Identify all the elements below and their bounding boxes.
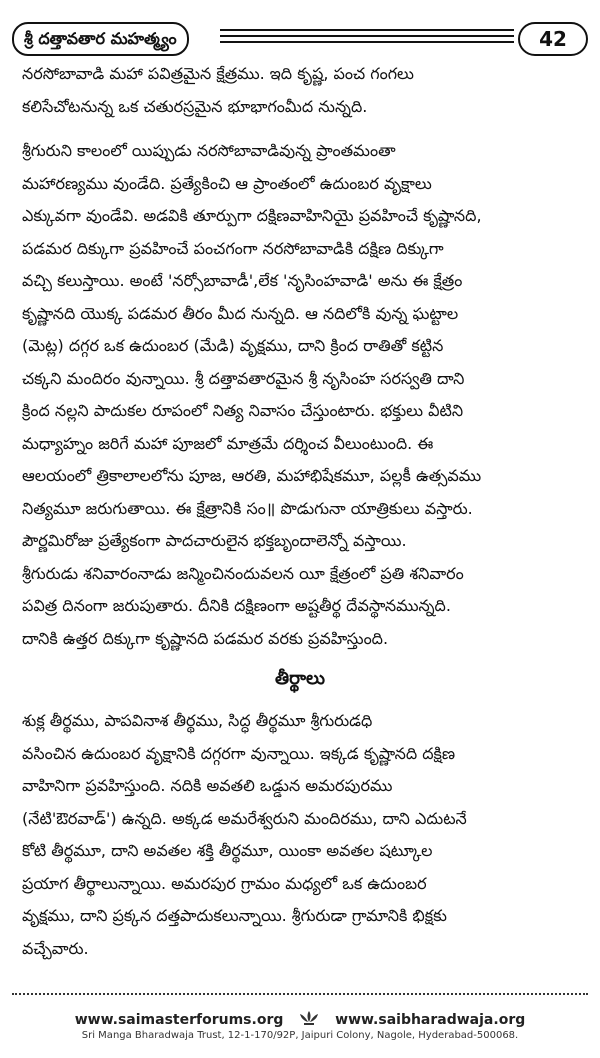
text-line: కోటి తీర్థమూ, దాని అవతల శక్తి తీర్థమూ, యింకా అవతల షట్కూల xyxy=(22,841,433,860)
text-line: వసించిన ఉదుంబర వృక్షానికి దగ్గరగా వున్నాయి. ఇక్కడ కృష్ణానది దక్షిణ xyxy=(22,743,456,763)
text-line: ఆలయంలో త్రికాలాలలోను పూజ, ఆరతి, మహాభిషేకమూ, పల్లకీ ఉత్సవము xyxy=(22,466,482,485)
text-line: పౌర్ణమిరోజు ప్రత్యేకంగా పాదచారులైన భక్తబృందాలెన్నో వస్తాయి. xyxy=(22,531,407,550)
header-rule xyxy=(220,29,514,49)
footer-site-right[interactable]: www.saibharadwaja.org xyxy=(335,1012,526,1028)
text-line: (నేటి'ఔరవాడ్') ఉన్నది. అక్కడ అమరేశ్వరుని మందిరము, దాని ఎదుటనే xyxy=(22,808,467,828)
text-line: వృక్షము, దాని ప్రక్కన దత్తపాదుకలున్నాయి. శ్రీగురుడా గ్రామానికి భిక్షకు xyxy=(22,906,447,925)
book-title: శ్రీ దత్తావతార మహత్మ్యం xyxy=(12,22,189,56)
lotus-icon xyxy=(298,1010,320,1026)
text-line: వాహినిగా ప్రవహిస్తుంది. నదికి అవతలి ఒడ్డున అమరపురము xyxy=(22,776,393,795)
section-heading: తీర్థాలు xyxy=(275,668,325,689)
text-line: మధ్యాహ్నం జరిగే మహా పూజలో మాత్రమే దర్శించ వీలుంటుంది. ఈ xyxy=(22,433,434,453)
text-line: ప్రయాగ తీర్థాలున్నాయి. అమరపుర గ్రామం మధ్యలో ఒక ఉదుంబర xyxy=(22,873,427,893)
text-line: శ్రీగురుని కాలంలో యిప్పుడు నరసోబావాడివున్న ప్రాంతమంతా xyxy=(22,141,396,160)
page-body xyxy=(22,58,578,965)
text-line: శుక్ల తీర్థము, పాపవినాశ తీర్థము, సిద్ధ తీర్థమూ శ్రీగురుడధి xyxy=(22,711,373,730)
footer-address: Sri Manga Bharadwaja Trust, 12-1-170/92P, Jaipuri Colony, Nagole, Hyderabad-500068. xyxy=(81,1030,519,1041)
paragraph-1 xyxy=(22,58,578,123)
page-header xyxy=(12,22,588,56)
text-line: క్రింద నల్లని పాదుకల రూపంలో నిత్య నివాసం చేస్తుంటారు. భక్తులు వీటిని xyxy=(22,401,464,420)
footer-websites xyxy=(0,1010,600,1029)
page-footer xyxy=(0,1010,600,1043)
text-line: వచ్చి కలుస్తాయి. అంటే 'నర్సోబావాడీ',లేక 'నృసింహవాడి' అను ఈ క్షేత్రం xyxy=(22,271,463,290)
text-line: శ్రీగురుడు శనివారంనాడు జన్మించినందువలన యీ క్షేత్రంలో ప్రతి శనివారం xyxy=(22,563,464,583)
paragraph-2 xyxy=(22,135,578,655)
text-line: పడమర దిక్కుగా ప్రవహించే పంచగంగా నరసోబావాడికి దక్షిణ దిక్కుగా xyxy=(22,238,444,258)
footer-site-left[interactable]: www.saimasterforums.org xyxy=(74,1012,284,1028)
text-line: పవిత్ర దినంగా జరుపుతారు. దీనికి దక్షిణంగా అష్టతీర్థ దేవస్థానమున్నది. xyxy=(22,596,451,615)
paragraph-3 xyxy=(22,705,578,965)
text-line: నరసోబావాడి మహా పవిత్రమైన క్షేత్రము. ఇది కృష్ణ, పంచ గంగలు xyxy=(22,64,414,83)
text-line: దానికి ఉత్తర దిక్కుగా కృష్ణానది పడమర వరకు ప్రవహిస్తుంది. xyxy=(22,628,389,648)
text-line: వచ్చేవారు. xyxy=(22,938,89,958)
text-line: (మెట్ల) దగ్గర ఒక ఉదుంబర (మేడి) వృక్షము, దాని క్రింద రాతితో కట్టిన xyxy=(22,336,444,355)
page-number: 42 xyxy=(518,22,588,56)
text-line: కలిసేచోటనున్న ఒక చతురస్రమైన భూభాగంమీద నున్నది. xyxy=(22,96,368,116)
footer-divider xyxy=(12,993,588,995)
text-line: కృష్ణానది యొక్క పడమర తీరం మీద నున్నది. ఆ నదిలోకి వున్న ఘట్టాల xyxy=(22,303,459,323)
text-line: ఎక్కువగా వుండేవి. అడవికి తూర్పుగా దక్షిణవాహినియై ప్రవహించే కృష్ణానది, xyxy=(22,206,482,225)
text-line: మహారణ్యము వుండేది. ప్రత్యేకించి ఆ ప్రాంతంలో ఉదుంబర వృక్షాలు xyxy=(22,173,432,193)
text-line: చక్కని మందిరం వున్నాయి. శ్రీ దత్తావతారమైన శ్రీ నృసింహ సరస్వతి దాని xyxy=(22,368,465,388)
text-line: నిత్యమూ జరుగుతాయి. ఈ క్షేత్రానికి సం॥ పొడుగునా యాత్రికులు వస్తారు. xyxy=(22,498,473,518)
